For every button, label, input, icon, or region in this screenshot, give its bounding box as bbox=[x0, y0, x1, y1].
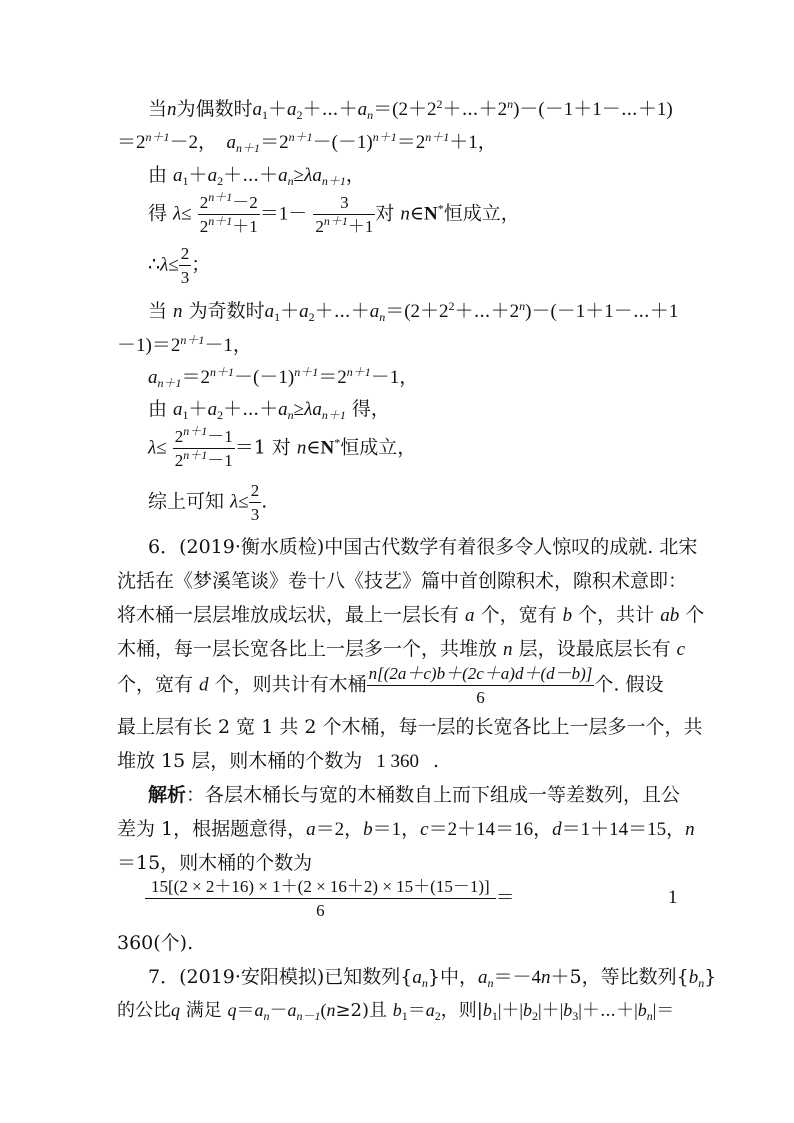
math: a bbox=[252, 99, 263, 120]
math: a bbox=[465, 605, 475, 626]
text-line: 由 $a_1+a_2+\cdots+a_n\ge\lambda a_{n+1}$ 得， bbox=[148, 398, 390, 422]
math: a bbox=[287, 1000, 297, 1020]
math: 3 bbox=[180, 268, 190, 287]
fraction bbox=[198, 190, 260, 236]
math: ＋⋯＋ bbox=[302, 99, 358, 120]
subscript: n bbox=[421, 976, 428, 990]
math: d bbox=[199, 674, 209, 696]
superscript: n＋1 bbox=[183, 448, 208, 462]
subscript: 2 bbox=[217, 408, 224, 422]
math: a bbox=[254, 1000, 264, 1020]
subscript: n bbox=[379, 310, 386, 324]
math: a bbox=[412, 967, 422, 988]
subscript: n＋1 bbox=[321, 174, 346, 188]
text: ，则| bbox=[440, 1000, 483, 1021]
math: n bbox=[685, 819, 695, 840]
math: 2 bbox=[199, 193, 209, 212]
math: ＝2 bbox=[396, 132, 426, 153]
math: λ bbox=[173, 203, 182, 225]
math: a bbox=[478, 967, 488, 988]
math: ＝2 bbox=[181, 367, 211, 388]
math: |＋⋯＋| bbox=[578, 1000, 638, 1020]
superscript: 2 bbox=[448, 299, 455, 313]
math: ≤ bbox=[181, 203, 192, 225]
answer-blank: 1 360 bbox=[376, 751, 420, 772]
math: ＝ bbox=[236, 1000, 255, 1020]
superscript: n＋1 bbox=[346, 365, 371, 379]
math: ＝ bbox=[407, 1000, 426, 1020]
superscript: n＋1 bbox=[180, 333, 205, 347]
subscript: 2 bbox=[296, 108, 303, 122]
text: }中， bbox=[427, 966, 478, 988]
math: ＝2 bbox=[260, 132, 289, 153]
math: b bbox=[562, 605, 573, 626]
text: ≥2)且 bbox=[335, 1000, 393, 1021]
superscript: n＋1 bbox=[372, 130, 397, 144]
text: 由 bbox=[148, 398, 174, 420]
math: 6 bbox=[476, 688, 485, 707]
text-line bbox=[117, 640, 685, 659]
text-line bbox=[117, 752, 439, 771]
math: －2 bbox=[232, 193, 258, 212]
text-line bbox=[148, 786, 680, 805]
superscript: * bbox=[437, 201, 444, 216]
superscript: n＋1 bbox=[208, 214, 233, 228]
math: ＋1 bbox=[347, 217, 374, 236]
math: ＋ bbox=[188, 399, 208, 420]
math: 3 bbox=[313, 194, 375, 215]
text: 恒成立， bbox=[443, 202, 520, 225]
text: 恒成立， bbox=[340, 436, 417, 459]
subscript: 2 bbox=[308, 310, 315, 324]
text-line bbox=[668, 888, 678, 907]
text-line: 当n为偶数时$a_1+a_2+\cdots+a_n=(2+2^2+\cdots+2^n)-(-1+1-\cdots+1)$ bbox=[148, 97, 673, 122]
text-line bbox=[148, 966, 717, 990]
subscript: 1 bbox=[491, 1009, 498, 1023]
math: c bbox=[676, 639, 686, 660]
math: 2 bbox=[179, 245, 192, 266]
math: 2 bbox=[174, 427, 184, 446]
superscript: * bbox=[334, 435, 341, 450]
text-line bbox=[117, 854, 312, 873]
math: N bbox=[320, 437, 335, 459]
subscript: 1 bbox=[274, 310, 281, 324]
math: d bbox=[552, 819, 562, 840]
text: 得 bbox=[148, 202, 174, 225]
math: ≤ bbox=[238, 491, 249, 513]
math: ＋ bbox=[268, 99, 288, 120]
math: b bbox=[392, 1000, 402, 1020]
text: 最上层有长 2 宽 1 共 2 个木桶，每一层的长宽各比上一层多一个，共 bbox=[117, 716, 703, 738]
math: ＋⋯＋2 bbox=[454, 301, 520, 322]
text: 6．(2019·衡水质检)中国古代数学有着很多令人惊叹的成就. 北宋 bbox=[148, 536, 698, 558]
text-line bbox=[117, 820, 695, 839]
text: ＋5，等比数列{ bbox=[550, 966, 689, 988]
text: . bbox=[433, 750, 440, 772]
text: ； bbox=[191, 253, 211, 276]
superscript: n＋1 bbox=[145, 130, 170, 144]
text: 个，共计 bbox=[572, 604, 661, 626]
text-line bbox=[117, 572, 687, 591]
math: ＝2 bbox=[117, 132, 146, 153]
subscript: n＋1 bbox=[236, 141, 261, 155]
math: b bbox=[482, 1000, 492, 1020]
superscript: n bbox=[519, 299, 526, 313]
math: |＋| bbox=[538, 1000, 564, 1020]
text: 综上可知 bbox=[148, 490, 231, 513]
text: 个，宽有 bbox=[474, 604, 563, 626]
math: |＝ bbox=[652, 1000, 675, 1020]
text: 木桶，每一层长宽各比上一层多一个，共堆放 bbox=[117, 638, 504, 660]
subscript: n bbox=[367, 108, 374, 122]
text: 的公比 bbox=[117, 1000, 171, 1021]
subscript: n bbox=[646, 1009, 653, 1023]
math: －2， bbox=[169, 132, 218, 153]
math: ＝ bbox=[495, 887, 515, 909]
text-line bbox=[148, 190, 520, 236]
text: 7．(2019·安阳模拟)已知数列{ bbox=[148, 966, 413, 988]
math: －1)＝2 bbox=[117, 335, 181, 356]
math: 2 bbox=[249, 482, 262, 503]
subscript: 2 bbox=[217, 174, 224, 188]
math: －1， bbox=[370, 367, 419, 388]
text: 得， bbox=[345, 398, 390, 420]
text: ：各层木桶长与宽的木桶数自上而下组成一等差数列，且公 bbox=[186, 784, 681, 806]
fraction bbox=[313, 194, 375, 235]
math: q bbox=[171, 1000, 180, 1020]
text: 为奇数时 bbox=[182, 300, 265, 322]
text-line bbox=[148, 538, 697, 557]
math: －1 bbox=[207, 427, 233, 446]
text-line bbox=[117, 718, 703, 737]
text: 满足 bbox=[180, 1000, 228, 1021]
fraction bbox=[145, 878, 496, 919]
math: ＝－4 bbox=[493, 967, 542, 988]
text-line: 当 n 为奇数时$a_1+a_2+\cdots+a_n=(2+2^2+\cdots+2^n)-(-1+1-\cdots+1$ bbox=[148, 299, 679, 324]
subscript: 3 bbox=[572, 1009, 579, 1023]
fraction bbox=[173, 424, 235, 470]
subscript: 1 bbox=[262, 108, 269, 122]
subscript: n＋1 bbox=[157, 376, 182, 390]
math: 1 bbox=[668, 887, 678, 908]
text: 个. 假设 bbox=[594, 673, 664, 696]
math: 3 bbox=[250, 505, 260, 524]
math: ≤ bbox=[156, 437, 167, 459]
text-line bbox=[148, 424, 417, 470]
superscript: 2 bbox=[436, 97, 443, 111]
text: 堆放 15 层，则木桶的个数为 bbox=[117, 750, 363, 772]
text: ＝15，则木桶的个数为 bbox=[117, 852, 313, 874]
text: 将木桶一层层堆放成坛状，最上一层长有 bbox=[117, 604, 466, 626]
math: N bbox=[423, 203, 438, 225]
text-line bbox=[117, 333, 252, 356]
text: 对 bbox=[375, 202, 401, 225]
text: ＝1 对 bbox=[234, 436, 297, 459]
math: )－(－1＋1－⋯＋1 bbox=[525, 301, 679, 322]
text-line: 由 $a_1+a_2+\cdots+a_n\ge\lambda a_{n+1}$， bbox=[148, 164, 365, 188]
text: 沈括在《梦溪笔谈》卷十八《技艺》篇中首创隙积术，隙积术意即： bbox=[117, 570, 688, 592]
text-line bbox=[117, 665, 663, 706]
math: b bbox=[523, 1000, 533, 1020]
subscript: n bbox=[287, 408, 294, 422]
math: a bbox=[173, 399, 183, 420]
math: ＋ bbox=[188, 165, 208, 186]
math: 2 bbox=[315, 217, 324, 236]
math: )－(－1＋1－⋯＋1) bbox=[513, 99, 673, 120]
text-line bbox=[117, 606, 704, 625]
superscript: n＋1 bbox=[294, 365, 319, 379]
math: ＝2＋14＝16， bbox=[428, 819, 553, 840]
subscript: n bbox=[287, 174, 294, 188]
math: a bbox=[425, 1000, 435, 1020]
math: ( bbox=[320, 1000, 327, 1020]
math: λ bbox=[230, 491, 239, 513]
math: a bbox=[306, 819, 316, 840]
math: a bbox=[264, 301, 275, 322]
text: . bbox=[261, 490, 268, 513]
text: 层，设最底层长有 bbox=[512, 638, 677, 660]
text-line bbox=[148, 365, 419, 390]
text: 360(个). bbox=[117, 932, 194, 954]
math: a bbox=[173, 165, 183, 186]
math: ∈ bbox=[409, 203, 424, 225]
text: 差为 1，根据题意得， bbox=[117, 818, 307, 840]
superscript: n＋1 bbox=[183, 424, 208, 438]
subscript: 2 bbox=[532, 1009, 539, 1023]
math: ≥ bbox=[293, 399, 305, 420]
text: ， bbox=[345, 164, 365, 186]
math: ＝1－ bbox=[259, 203, 308, 225]
subscript: 1 bbox=[182, 174, 189, 188]
subscript: n bbox=[487, 976, 494, 990]
text-line bbox=[117, 130, 497, 155]
text-line bbox=[148, 482, 267, 523]
text-line bbox=[117, 934, 193, 953]
superscript: n＋1 bbox=[323, 214, 348, 228]
math: ＋⋯＋ bbox=[223, 165, 279, 186]
math: n bbox=[173, 301, 183, 322]
math: λa bbox=[304, 399, 322, 420]
math: ＋ bbox=[280, 301, 300, 322]
math: n bbox=[503, 639, 513, 660]
text: 由 bbox=[148, 164, 174, 186]
math: b bbox=[688, 967, 699, 988]
superscript: n＋1 bbox=[208, 190, 233, 204]
math: 15[(2 × 2＋16) × 1＋(2 × 16＋2) × 15＋(15－1)] bbox=[145, 878, 496, 899]
superscript: n＋1 bbox=[425, 130, 450, 144]
math: n bbox=[541, 967, 551, 988]
math: b bbox=[637, 1000, 647, 1020]
math: n bbox=[326, 1000, 336, 1020]
math: ＝2， bbox=[315, 819, 364, 840]
math: ≤ bbox=[168, 254, 179, 276]
math: ≥ bbox=[293, 165, 305, 186]
superscript: n＋1 bbox=[210, 365, 235, 379]
subscript: n－1 bbox=[296, 1009, 321, 1023]
math: ＝2 bbox=[318, 367, 347, 388]
math: λ bbox=[160, 254, 169, 276]
math: 2 bbox=[174, 451, 184, 470]
math: ＝1＋14＝15， bbox=[561, 819, 686, 840]
subscript: 1 bbox=[401, 1009, 408, 1023]
math: －1 bbox=[207, 451, 233, 470]
text-line bbox=[148, 245, 210, 286]
fraction bbox=[367, 665, 595, 706]
math: n bbox=[296, 437, 307, 459]
text: } bbox=[704, 966, 717, 988]
math: －(－1) bbox=[312, 132, 373, 153]
math: |＋| bbox=[497, 1000, 524, 1020]
solution-label: 解析 bbox=[148, 784, 187, 806]
subscript: n bbox=[263, 1009, 270, 1023]
math: ＋1， bbox=[449, 132, 497, 153]
text-line bbox=[145, 878, 515, 919]
subscript: 2 bbox=[434, 1009, 441, 1023]
text: 个，则共计有木桶 bbox=[208, 673, 367, 696]
math: ＝(2＋2 bbox=[373, 99, 437, 120]
subscript: n＋1 bbox=[321, 408, 346, 422]
math: c bbox=[420, 819, 429, 840]
superscript: n bbox=[507, 97, 514, 111]
math: n[(2a＋c)b＋(2c＋a)d＋(d－b)] bbox=[367, 665, 595, 686]
subscript: n bbox=[698, 976, 705, 990]
math: 2 bbox=[199, 217, 209, 236]
text: 个，宽有 bbox=[117, 673, 200, 696]
math: －(－1) bbox=[234, 367, 295, 388]
text: 个 bbox=[679, 604, 705, 626]
text: 当 bbox=[148, 300, 174, 322]
math: a bbox=[226, 132, 237, 153]
fraction bbox=[249, 482, 262, 523]
text: 为偶数时 bbox=[176, 98, 253, 120]
math: 6 bbox=[316, 901, 325, 920]
fraction bbox=[179, 245, 192, 286]
math: λ bbox=[148, 437, 157, 459]
math: ＝1， bbox=[372, 819, 421, 840]
math: b bbox=[363, 819, 373, 840]
math: ∴ bbox=[148, 254, 161, 276]
subscript: 1 bbox=[182, 408, 189, 422]
math: ＋⋯＋ bbox=[314, 301, 370, 322]
math: λa bbox=[304, 165, 322, 186]
math: b bbox=[563, 1000, 573, 1020]
text: 当 bbox=[148, 98, 168, 120]
math: a bbox=[148, 367, 158, 388]
math: n bbox=[400, 203, 410, 225]
math: ＋⋯＋2 bbox=[442, 99, 508, 120]
math: ＋⋯＋ bbox=[223, 399, 279, 420]
math: ＋1 bbox=[232, 217, 258, 236]
math: ab bbox=[660, 605, 680, 626]
text-line bbox=[117, 1000, 675, 1023]
math: － bbox=[269, 1000, 288, 1020]
math: ∈ bbox=[306, 437, 321, 459]
math: q bbox=[227, 1000, 237, 1020]
math: －1， bbox=[204, 335, 252, 356]
superscript: n＋1 bbox=[288, 130, 313, 144]
math: ＝(2＋2 bbox=[385, 301, 449, 322]
